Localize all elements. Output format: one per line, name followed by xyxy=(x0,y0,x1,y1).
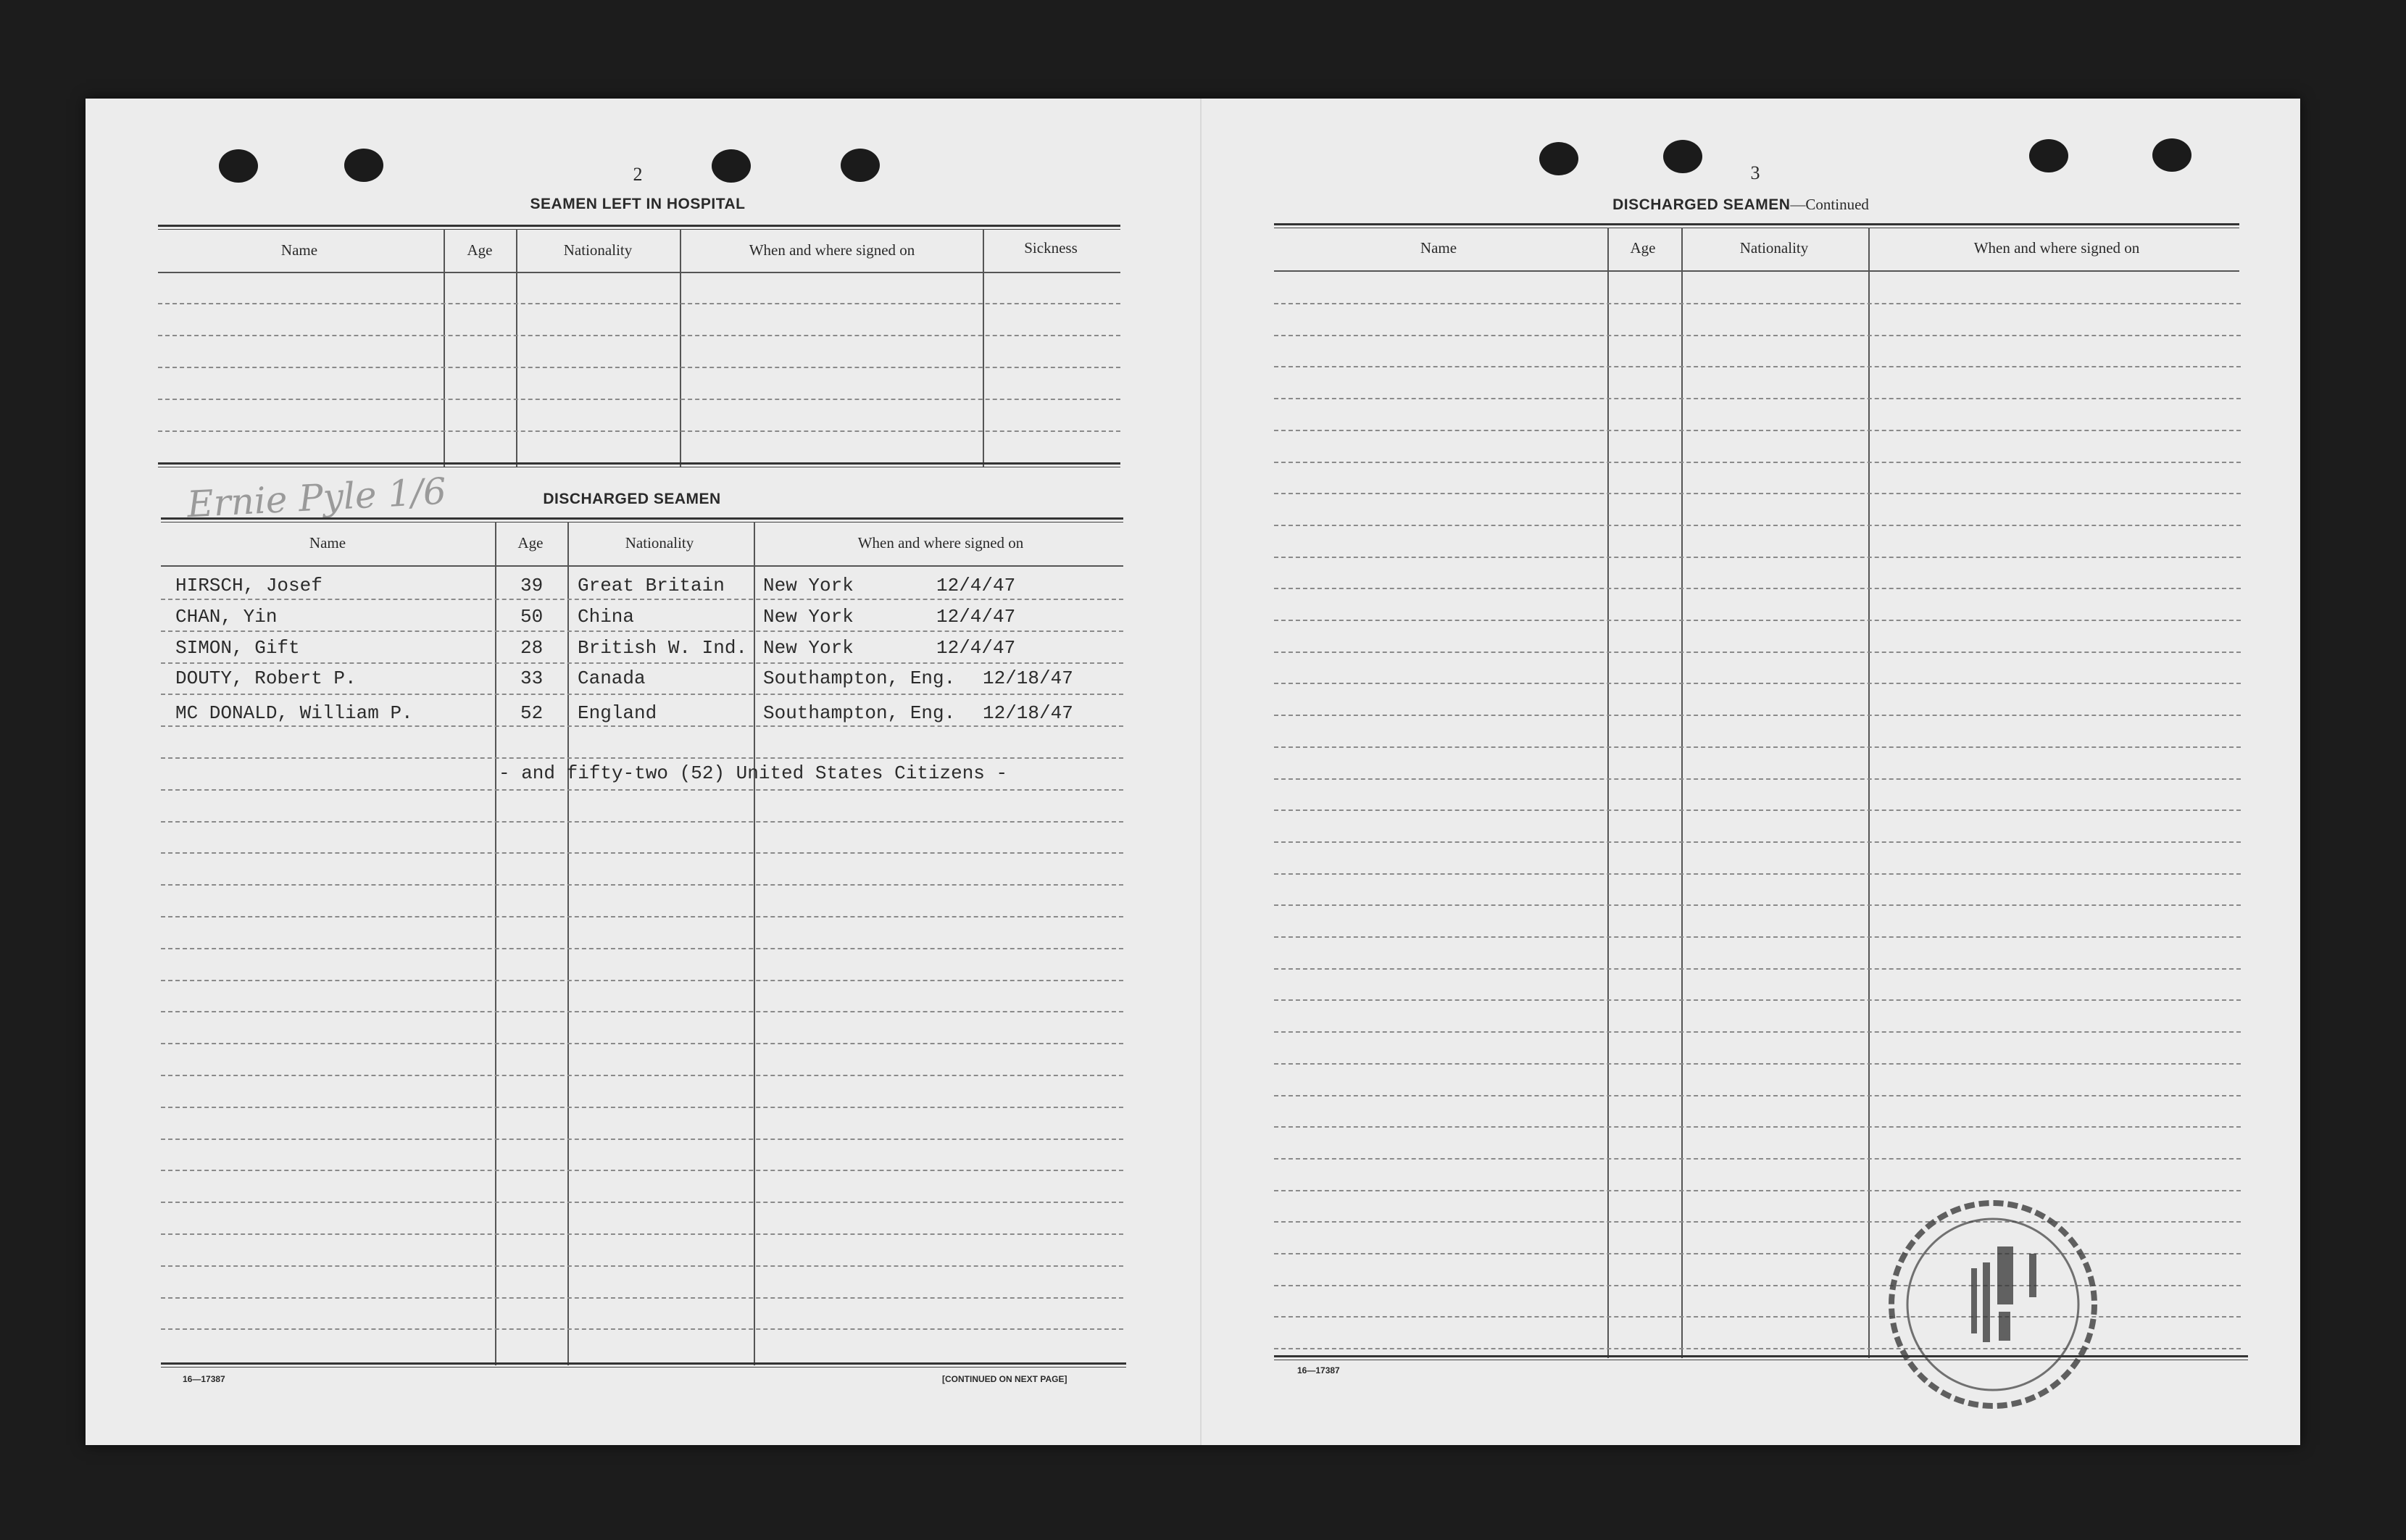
postmark-stamp xyxy=(1884,1196,2102,1413)
row-rule xyxy=(1274,1126,2241,1128)
row-rule xyxy=(161,599,1123,600)
title-text: DISCHARGED SEAMEN xyxy=(1612,196,1791,213)
row-rule xyxy=(161,757,1123,759)
column-header-name: Name xyxy=(309,534,346,552)
row-rule xyxy=(1274,493,2241,494)
seaman-nationality: England xyxy=(578,702,657,724)
punch-hole xyxy=(712,149,751,183)
punch-hole xyxy=(1539,142,1578,175)
row-rule xyxy=(158,335,1120,336)
column-divider xyxy=(495,522,496,1365)
discharged-continued-title xyxy=(1612,196,1869,214)
column-header-name: Name xyxy=(1420,239,1457,257)
punch-hole xyxy=(841,149,880,182)
row-rule xyxy=(1274,335,2241,336)
column-header-signed-on: When and where signed on xyxy=(1973,239,2140,257)
row-rule xyxy=(1274,715,2241,716)
punch-hole xyxy=(2152,138,2191,172)
row-rule xyxy=(161,694,1123,695)
row-rule xyxy=(1274,841,2241,843)
hospital-section-title: SEAMEN LEFT IN HOSPITAL xyxy=(530,196,746,212)
column-header-signed-on: When and where signed on xyxy=(857,534,1024,552)
row-rule xyxy=(1274,1158,2241,1160)
row-rule xyxy=(1274,1031,2241,1033)
row-rule xyxy=(1274,936,2241,938)
row-rule xyxy=(161,1043,1123,1044)
column-header-age: Age xyxy=(467,241,493,259)
form-number: 16—17387 xyxy=(1297,1365,1340,1375)
signed-on-date: 12/18/47 xyxy=(983,702,1073,724)
seaman-name: DOUTY, Robert P. xyxy=(175,667,357,689)
table-bottom-rule xyxy=(1274,1355,2248,1357)
seaman-age: 28 xyxy=(520,637,544,659)
column-divider xyxy=(567,522,569,1365)
column-header-signed-on: When and where signed on xyxy=(749,241,915,259)
page-number: 3 xyxy=(1750,162,1760,183)
row-rule xyxy=(161,916,1123,917)
signed-on-date: 12/4/47 xyxy=(936,637,1016,659)
column-divider xyxy=(1681,228,1683,1358)
discharged-section-title: DISCHARGED SEAMEN xyxy=(543,491,721,507)
signed-on-place: New York xyxy=(763,575,854,596)
signed-on-date: 12/4/47 xyxy=(936,575,1016,596)
row-rule xyxy=(1274,430,2241,431)
table-header-rule xyxy=(1274,270,2239,272)
signed-on-place: New York xyxy=(763,606,854,628)
row-rule xyxy=(161,1011,1123,1012)
row-rule xyxy=(1274,809,2241,811)
column-header-age: Age xyxy=(1630,239,1656,257)
row-rule xyxy=(161,1233,1123,1235)
seaman-name: CHAN, Yin xyxy=(175,606,278,628)
row-rule xyxy=(1274,1095,2241,1096)
table-top-rule xyxy=(161,517,1123,520)
row-rule xyxy=(1274,778,2241,780)
row-rule xyxy=(1274,588,2241,589)
row-rule xyxy=(161,725,1123,727)
handwritten-note: Ernie Pyle 1/6 xyxy=(186,470,448,526)
seaman-name: SIMON, Gift xyxy=(175,637,300,659)
seaman-age: 52 xyxy=(520,702,544,724)
seaman-age: 50 xyxy=(520,606,544,628)
column-header-nationality: Nationality xyxy=(563,241,633,259)
table-header-rule xyxy=(161,565,1123,567)
page-fold xyxy=(1200,99,1202,1445)
row-rule xyxy=(1274,683,2241,684)
column-header-nationality: Nationality xyxy=(1739,239,1809,257)
row-rule xyxy=(161,948,1123,949)
table-bottom-rule xyxy=(161,1362,1126,1365)
row-rule xyxy=(1274,366,2241,367)
row-rule xyxy=(161,1328,1123,1330)
row-rule xyxy=(1274,968,2241,970)
row-rule xyxy=(161,789,1123,791)
punch-hole xyxy=(2029,139,2068,172)
row-rule xyxy=(1274,873,2241,875)
row-rule xyxy=(158,399,1120,400)
seaman-nationality: Great Britain xyxy=(578,575,725,596)
title-suffix: —Continued xyxy=(1790,196,1869,213)
row-rule xyxy=(161,980,1123,981)
punch-hole xyxy=(219,149,258,183)
row-rule xyxy=(1274,652,2241,653)
row-rule xyxy=(161,1297,1123,1299)
row-rule xyxy=(161,1265,1123,1267)
signed-on-place: Southampton, Eng. xyxy=(763,702,956,724)
row-rule xyxy=(161,1139,1123,1140)
table-top-rule xyxy=(1274,223,2239,225)
row-rule xyxy=(1274,904,2241,906)
row-rule xyxy=(1274,1190,2241,1191)
row-rule xyxy=(161,1170,1123,1171)
signed-on-date: 12/4/47 xyxy=(936,606,1016,628)
row-rule xyxy=(161,1107,1123,1108)
row-rule xyxy=(1274,303,2241,304)
row-rule xyxy=(1274,462,2241,463)
seaman-nationality: China xyxy=(578,606,635,628)
seaman-nationality: Canada xyxy=(578,667,646,689)
row-rule xyxy=(1274,620,2241,621)
punch-hole xyxy=(1663,140,1702,173)
row-rule xyxy=(161,1202,1123,1203)
row-rule xyxy=(161,662,1123,664)
row-rule xyxy=(158,430,1120,432)
row-rule xyxy=(1274,999,2241,1001)
row-rule xyxy=(1274,557,2241,558)
column-header-name: Name xyxy=(280,241,318,259)
row-rule xyxy=(1274,525,2241,526)
table-bottom-rule xyxy=(158,462,1120,465)
seaman-age: 33 xyxy=(520,667,544,689)
column-divider xyxy=(1607,228,1609,1358)
seaman-age: 39 xyxy=(520,575,544,596)
row-rule xyxy=(161,630,1123,632)
seaman-name: MC DONALD, William P. xyxy=(175,702,413,724)
row-rule xyxy=(158,367,1120,368)
page-number: 2 xyxy=(633,164,643,185)
citizens-note: - and fifty-two (52) United States Citizens - xyxy=(499,762,1008,784)
row-rule xyxy=(1274,398,2241,399)
column-header-age: Age xyxy=(517,534,544,552)
column-divider xyxy=(754,522,755,1365)
row-rule xyxy=(161,884,1123,886)
column-header-sickness: Sickness xyxy=(1024,239,1078,257)
punch-hole xyxy=(344,149,383,182)
column-header-nationality: Nationality xyxy=(625,534,694,552)
signed-on-date: 12/18/47 xyxy=(983,667,1073,689)
seaman-name: HIRSCH, Josef xyxy=(175,575,322,596)
table-top-rule xyxy=(158,225,1120,227)
row-rule xyxy=(161,821,1123,823)
form-number: 16—17387 xyxy=(183,1374,225,1384)
row-rule xyxy=(161,1075,1123,1076)
seaman-nationality: British W. Ind. xyxy=(578,637,748,659)
row-rule xyxy=(1274,746,2241,748)
continued-note: [CONTINUED ON NEXT PAGE] xyxy=(942,1374,1067,1384)
row-rule xyxy=(158,303,1120,304)
table-header-rule xyxy=(158,272,1120,273)
row-rule xyxy=(161,852,1123,854)
row-rule xyxy=(1274,1063,2241,1065)
signed-on-place: New York xyxy=(763,637,854,659)
column-divider xyxy=(1868,228,1870,1358)
signed-on-place: Southampton, Eng. xyxy=(763,667,956,689)
